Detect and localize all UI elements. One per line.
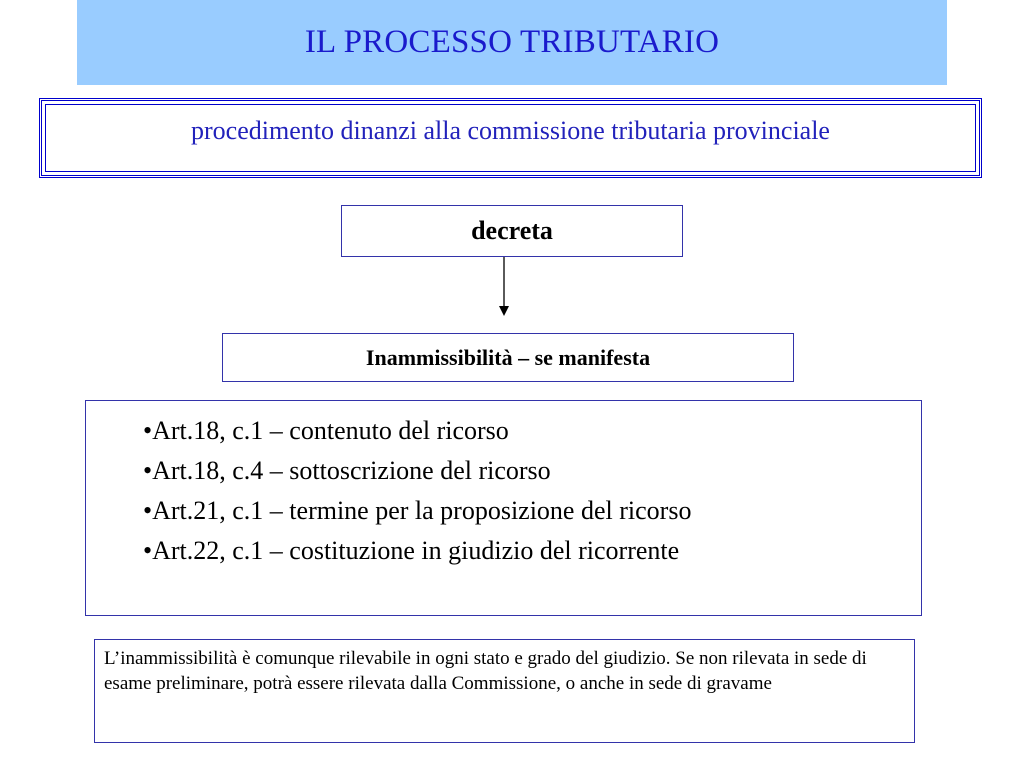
note-box xyxy=(94,639,915,743)
list-item: •Art.21, c.1 – termine per la proposizione del ricorso xyxy=(143,496,692,525)
subtitle-text: procedimento dinanzi alla commissione tributaria provinciale xyxy=(191,116,830,145)
articles-list xyxy=(143,411,691,571)
inammissibilita-label: Inammissibilità – se manifesta xyxy=(365,344,651,370)
arrow-down-icon xyxy=(494,257,514,317)
subtitle-box xyxy=(39,98,982,178)
articles-box xyxy=(85,400,922,616)
list-item: •Art.18, c.4 – sottoscrizione del ricorso xyxy=(143,456,551,485)
note-text: L’inammissibilità è comunque rilevabile in ogni stato e grado del giudizio. Se non rilevata in sede di esame preliminare, potrà essere rilevata dalla Commissione, o anche in sede di gravame xyxy=(104,648,867,694)
page-title: IL PROCESSO TRIBUTARIO xyxy=(304,24,720,60)
list-item: •Art.18, c.1 – contenuto del ricorso xyxy=(143,416,509,445)
title-banner xyxy=(77,0,947,85)
list-item: •Art.22, c.1 – costituzione in giudizio del ricorrente xyxy=(143,536,680,565)
decreta-label: decreta xyxy=(471,216,553,245)
decreta-box xyxy=(341,205,683,257)
inammissibilita-box xyxy=(222,333,794,382)
